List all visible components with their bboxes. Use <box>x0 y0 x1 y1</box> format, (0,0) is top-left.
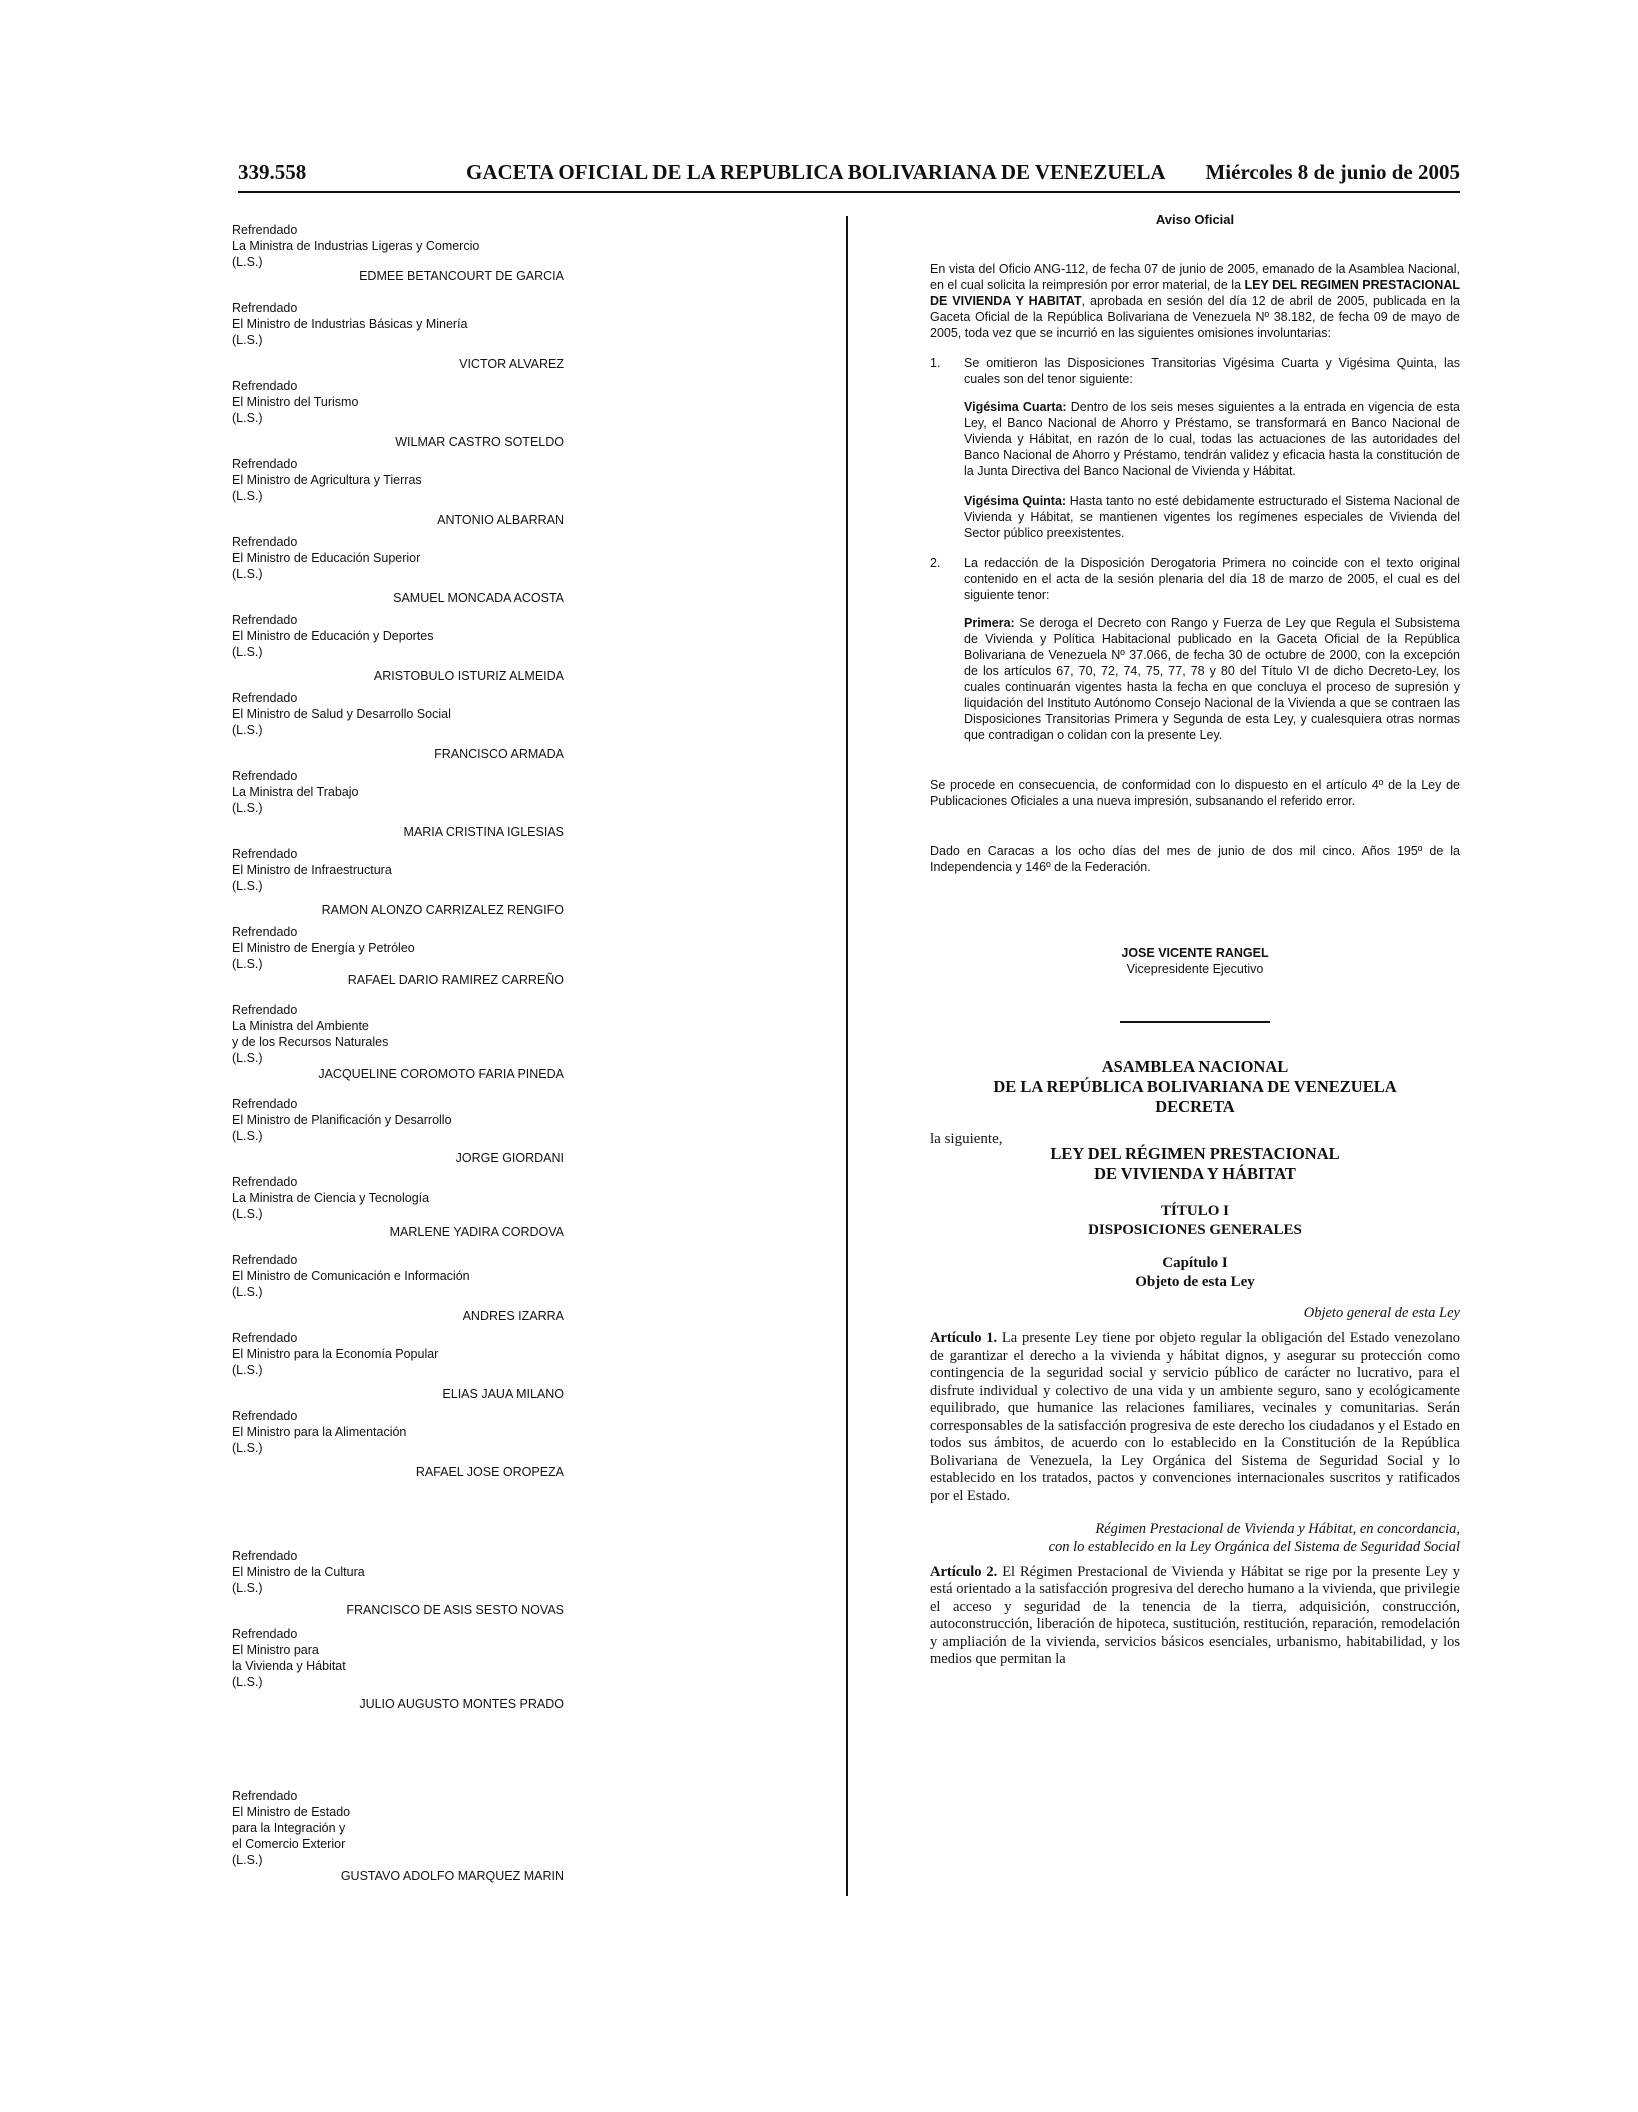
refrendado-label: Refrendado <box>232 1409 298 1423</box>
header-rule <box>238 191 1460 193</box>
section-rule <box>1120 1021 1270 1023</box>
signatory-name: ARISTOBULO ISTURIZ ALMEIDA <box>373 669 564 683</box>
titulo-line-2: DISPOSICIONES GENERALES <box>1088 1222 1302 1238</box>
left-column-signatures <box>232 218 682 1918</box>
ls-mark: (L.S.) <box>232 1129 263 1143</box>
minister-title: El Ministro de Industrias Básicas y Minería <box>232 317 468 331</box>
asamblea-line-3: DECRETA <box>1155 1097 1235 1116</box>
dado-paragraph: Dado en Caracas a los ocho días del mes de junio de dos mil cinco. Años 195º de la Independencia y 146º de la Federación. <box>930 844 1460 874</box>
signature-block <box>232 1548 682 1618</box>
la-siguiente: la siguiente, <box>930 1131 1003 1147</box>
signatory-name: VICTOR ALVAREZ <box>459 357 564 371</box>
signatory-name: FRANCISCO DE ASIS SESTO NOVAS <box>346 1603 564 1617</box>
ls-mark: (L.S.) <box>232 489 263 503</box>
minister-title: El Ministro de Educación Superior <box>232 551 421 565</box>
signatory-name: SAMUEL MONCADA ACOSTA <box>393 591 564 605</box>
signature-block <box>232 1330 682 1402</box>
intro-law-name: LEY DEL REGIMEN PRESTACIONAL DE VIVIENDA Y HABITAT <box>930 278 1460 308</box>
ls-mark: (L.S.) <box>232 645 263 659</box>
ls-mark: (L.S.) <box>232 1441 263 1455</box>
minister-title: El Ministro de Educación y Deportes <box>232 629 434 643</box>
signer-name: JOSE VICENTE RANGEL <box>1121 946 1269 960</box>
refrendado-label: Refrendado <box>232 925 298 939</box>
refrendado-label: Refrendado <box>232 535 298 549</box>
quoted-provision <box>964 493 1460 541</box>
minister-title: El Ministro de la Cultura <box>232 1565 365 1579</box>
minister-title: El Ministro para la Vivienda y Hábitat <box>232 1643 346 1673</box>
ls-mark: (L.S.) <box>232 1675 263 1689</box>
ls-mark: (L.S.) <box>232 1051 263 1065</box>
signature-block <box>232 456 682 528</box>
capitulo-heading <box>930 1254 1460 1292</box>
article-2 <box>930 1564 1460 1669</box>
signature-block <box>232 1096 682 1166</box>
signature-block <box>232 1174 682 1240</box>
signatory-name: EDMEE BETANCOURT DE GARCIA <box>359 269 564 283</box>
signatory-name: RAMON ALONZO CARRIZALEZ RENGIFO <box>321 903 564 917</box>
refrendado-label: Refrendado <box>232 847 298 861</box>
refrendado-label: Refrendado <box>232 301 298 315</box>
item-number: 2. <box>930 556 941 570</box>
refrendado-label: Refrendado <box>232 613 298 627</box>
minister-title: La Ministra del Ambiente y de los Recursos Naturales <box>232 1019 389 1049</box>
refrendado-label: Refrendado <box>232 1175 298 1189</box>
refrendado-label: Refrendado <box>232 769 298 783</box>
refrendado-label: Refrendado <box>232 1003 298 1017</box>
ls-mark: (L.S.) <box>232 567 263 581</box>
intro-text-b: , aprobada en sesión del día 12 de abril de 2005, publicada en la Gaceta Oficial de la República Bolivariana de Venezuela Nº 38.182, de fecha 09 de mayo de 2005, toda vez que se incurrió en las siguientes omisiones involuntarias: <box>930 294 1460 340</box>
item-text: Se omitieron las Disposiciones Transitorias Vigésima Cuarta y Vigésima Quinta, las cuales son del tenor siguiente: <box>964 356 1460 386</box>
law-title-line-1: LEY DEL RÉGIMEN PRESTACIONAL <box>1050 1144 1340 1163</box>
asamblea-line-2: DE LA REPÚBLICA BOLIVARIANA DE VENEZUELA <box>993 1077 1397 1096</box>
signatory-name: JULIO AUGUSTO MONTES PRADO <box>359 1697 564 1711</box>
refrendado-label: Refrendado <box>232 1627 298 1641</box>
quoted-provision <box>964 615 1460 743</box>
signatory-name: MARIA CRISTINA IGLESIAS <box>403 825 564 839</box>
refrendado-label: Refrendado <box>232 1253 298 1267</box>
ls-mark: (L.S.) <box>232 879 263 893</box>
ls-mark: (L.S.) <box>232 801 263 815</box>
minister-title: El Ministro de Planificación y Desarrollo <box>232 1113 452 1127</box>
signature-block <box>232 1626 682 1712</box>
sidehead-line-1: Régimen Prestacional de Vivienda y Hábitat, en concordancia, <box>1095 1520 1460 1537</box>
decree-section <box>930 1057 1460 1669</box>
ls-mark: (L.S.) <box>232 957 263 971</box>
column-divider <box>846 216 848 1896</box>
asamblea-heading <box>930 1057 1460 1117</box>
provision-text: Se deroga el Decreto con Rango y Fuerza de Ley que Regula el Subsistema de Vivienda y Política Habitacional publicado en la Gaceta Oficial de la República Bolivariana de Venezuela Nº 37.066, de fecha 30 de octubre de 2000, con la excepción de los artículos 67, 70, 72, 74, 75, 77, 78 y 80 del Título VI de dicho Decreto-Ley, los cuales continuarán vigentes hasta la fecha en que concluya el proceso de supresión y liquidación del Instituto Autónomo Consejo Nacional de la Vivienda a que se contraen las Disposiciones Transitorias Primera y Segunda de esta Ley, y cualesquiera otras normas que contradigan o colidan con la presente Ley. <box>964 616 1460 742</box>
provision-label: Vigésima Quinta: <box>964 494 1067 508</box>
article-label: Artículo 1. <box>930 1330 998 1346</box>
sidehead-line-2: con lo establecido en la Ley Orgánica del Sistema de Seguridad Social <box>1048 1538 1460 1555</box>
article-label: Artículo 2. <box>930 1563 998 1580</box>
article-text: La presente Ley tiene por objeto regular la obligación del Estado venezolano de garantizar el derecho a la vivienda y hábitat dignos, y asegurar su protección como contingencia de la seguridad social y servicio público de carácter no lucrativo, para el disfrute individual y colectivo de una vida y un ambiente seguro, sano y ecológicamente equilibrado, que humanice las relaciones familiares, vecinales y comunitarias. Serán corresponsables de la satisfacción progresiva de este derecho los ciudadanos y el Estado en todos sus ámbitos, de acuerdo con lo establecido en la Constitución de la República Bolivariana de Venezuela, la Ley Orgánica del Sistema de Seguridad Social y lo establecido en los tratados, pactos y convenciones internacionales suscritos y ratificados por el Estado. <box>930 1330 1460 1504</box>
minister-title: El Ministro para la Alimentación <box>232 1425 407 1439</box>
intro-text-a: En vista del Oficio ANG-112, de fecha 07 de junio de 2005, emanado de la Asamblea Nacional, en el cual solicita la reimpresión por error material, de la <box>930 262 1460 292</box>
signature-block <box>232 378 682 450</box>
provision-label: Primera: <box>964 616 1015 630</box>
signatory-name: ANDRES IZARRA <box>462 1309 564 1323</box>
refrendado-label: Refrendado <box>232 457 298 471</box>
law-title-line-2: DE VIVIENDA Y HÁBITAT <box>1094 1164 1296 1183</box>
signature-block <box>232 1788 682 1884</box>
ls-mark: (L.S.) <box>232 333 263 347</box>
item-text: La redacción de la Disposición Derogatoria Primera no coincide con el texto original contenido en el acta de la sesión plenaria del día 18 de marzo de 2005, el cual es del siguiente tenor: <box>964 556 1460 602</box>
signature-block <box>232 1002 682 1082</box>
refrendado-label: Refrendado <box>232 691 298 705</box>
quoted-provision <box>964 399 1460 479</box>
signature-block <box>232 1252 682 1324</box>
law-title <box>930 1144 1460 1184</box>
refrendado-label: Refrendado <box>232 1331 298 1345</box>
signature-block <box>232 534 682 606</box>
refrendado-label: Refrendado <box>232 223 298 237</box>
signatory-name: RAFAEL JOSE OROPEZA <box>415 1465 564 1479</box>
minister-title: El Ministro para la Economía Popular <box>232 1347 439 1361</box>
numbered-item <box>930 555 1460 603</box>
signature-block <box>232 690 682 762</box>
article-1 <box>930 1330 1460 1505</box>
refrendado-label: Refrendado <box>232 1097 298 1111</box>
capitulo-line-2: Objeto de esta Ley <box>1135 1274 1255 1290</box>
article-text: El Régimen Prestacional de Vivienda y Hábitat se rige por la presente Ley y está orientado a la satisfacción progresiva del derecho humano a la vivienda, que privilegie el acceso y seguridad de la tenencia de la tierra, adquisición, construcción, autoconstrucción, liberación de hipoteca, sustitución, restitución, reparación, remodelación y ampliación de la vivienda, servicios básicos esenciales, urbanismo, habitabilidad, y los medios que permitan la <box>930 1563 1460 1667</box>
signatory-name: FRANCISCO ARMADA <box>434 747 564 761</box>
provision-text: Hasta tanto no esté debidamente estructurado el Sistema Nacional de Vivienda y Hábitat, se mantienen vigentes los regímenes especiales de Vivienda del Sector público preexistentes. <box>964 494 1460 540</box>
article-1-sidehead: Objeto general de esta Ley <box>1303 1305 1460 1321</box>
signatory-name: WILMAR CASTRO SOTELDO <box>395 435 564 449</box>
ls-mark: (L.S.) <box>232 723 263 737</box>
gazette-title: GACETA OFICIAL DE LA REPUBLICA BOLIVARIANA DE VENEZUELA <box>466 160 1166 184</box>
signer-block <box>930 945 1460 977</box>
capitulo-line-1: Capítulo I <box>1162 1255 1228 1271</box>
article-2-sidehead <box>930 1520 1460 1556</box>
minister-title: El Ministro de Comunicación e Información <box>232 1269 470 1283</box>
ls-mark: (L.S.) <box>232 1207 263 1221</box>
ls-mark: (L.S.) <box>232 1853 263 1867</box>
minister-title: El Ministro del Turismo <box>232 395 359 409</box>
numbered-item <box>930 355 1460 387</box>
ls-mark: (L.S.) <box>232 1285 263 1299</box>
ls-mark: (L.S.) <box>232 255 263 269</box>
signatory-name: JACQUELINE COROMOTO FARIA PINEDA <box>318 1067 564 1081</box>
asamblea-line-1: ASAMBLEA NACIONAL <box>1101 1057 1289 1076</box>
signatory-name: JORGE GIORDANI <box>455 1151 564 1165</box>
signature-block <box>232 300 682 372</box>
signature-block <box>232 846 682 918</box>
page-header <box>238 160 1460 190</box>
right-column <box>930 212 1460 1683</box>
page-number: 339.558 <box>238 160 307 184</box>
ls-mark: (L.S.) <box>232 411 263 425</box>
minister-title: La Ministra de Ciencia y Tecnología <box>232 1191 430 1205</box>
signatory-name: MARLENE YADIRA CORDOVA <box>389 1225 564 1239</box>
minister-title: La Ministra del Trabajo <box>232 785 359 799</box>
signature-block <box>232 1408 682 1480</box>
signature-block <box>232 924 682 988</box>
provision-label: Vigésima Cuarta: <box>964 400 1067 414</box>
minister-title: El Ministro de Energía y Petróleo <box>232 941 415 955</box>
signatory-name: RAFAEL DARIO RAMIREZ CARREÑO <box>347 973 564 987</box>
titulo-heading <box>930 1202 1460 1240</box>
signature-block <box>232 768 682 840</box>
aviso-intro-paragraph <box>930 261 1460 341</box>
minister-title: El Ministro de Agricultura y Tierras <box>232 473 422 487</box>
minister-title: La Ministra de Industrias Ligeras y Comercio <box>232 239 480 253</box>
signature-block <box>232 222 682 284</box>
signatory-name: ELIAS JAUA MILANO <box>442 1387 564 1401</box>
signatory-name: ANTONIO ALBARRAN <box>437 513 564 527</box>
provision-text: Dentro de los seis meses siguientes a la entrada en vigencia de esta Ley, el Banco Nacional de Ahorro y Préstamo, se transformará en Banco Nacional de Vivienda y Hábitat, en razón de lo cual, todas las actuaciones de las autoridades del Banco Nacional de Ahorro y Préstamo, tendrán validez y eficacia hasta la constitución de la Junta Directiva del Banco Nacional de Vivienda y Hábitat. <box>964 400 1460 478</box>
signatory-name: GUSTAVO ADOLFO MARQUEZ MARIN <box>340 1869 564 1883</box>
refrendado-label: Refrendado <box>232 1789 298 1803</box>
signer-title: Vicepresidente Ejecutivo <box>1126 962 1264 976</box>
procede-paragraph: Se procede en consecuencia, de conformidad con lo dispuesto en el artículo 4º de la Ley de Publicaciones Oficiales a una nueva impresión, subsanando el referido error. <box>930 778 1460 808</box>
titulo-line-1: TÍTULO I <box>1161 1203 1229 1219</box>
minister-title: El Ministro de Estado para la Integración y el Comercio Exterior <box>232 1805 351 1851</box>
ls-mark: (L.S.) <box>232 1581 263 1595</box>
item-number: 1. <box>930 356 941 370</box>
ls-mark: (L.S.) <box>232 1363 263 1377</box>
minister-title: El Ministro de Infraestructura <box>232 863 392 877</box>
minister-title: El Ministro de Salud y Desarrollo Social <box>232 707 451 721</box>
refrendado-label: Refrendado <box>232 379 298 393</box>
aviso-oficial-heading: Aviso Oficial <box>1155 212 1235 227</box>
issue-date: Miércoles 8 de junio de 2005 <box>1205 160 1460 184</box>
refrendado-label: Refrendado <box>232 1549 298 1563</box>
signature-block <box>232 612 682 684</box>
